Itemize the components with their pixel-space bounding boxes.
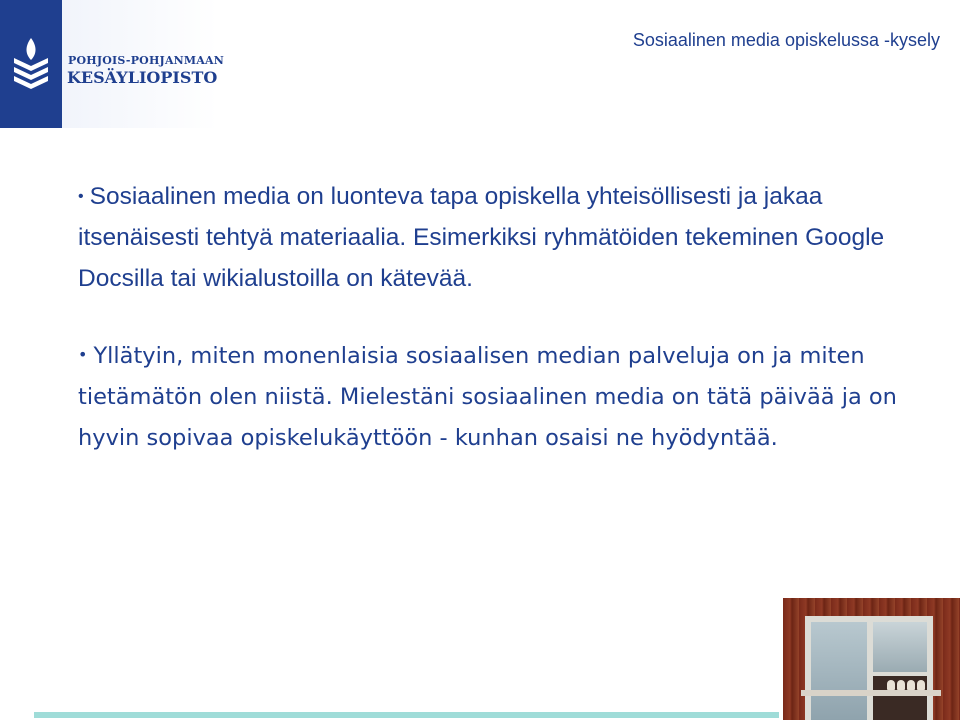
stacked-leaves-logo-icon <box>8 36 54 92</box>
bullet-text-1: Sosiaalinen media on luonteva tapa opiskella yhteisöllisesti ja jakaa itsenäisesti tehtyä materiaalia. Esimerkiksi ryhmätöiden tekeminen Google Docsilla tai wikialustoilla on kätevää. <box>78 183 885 292</box>
window-pane <box>811 622 867 720</box>
small-figure <box>897 680 905 690</box>
small-figure <box>907 680 915 690</box>
logo-text-line1: POHJOIS-POHJANMAAN <box>68 54 225 67</box>
small-figure <box>917 680 925 690</box>
page-title: Sosiaalinen media opiskelussa -kysely <box>632 30 940 50</box>
bullet-text-2: Yllätyin, miten monenlaisia sosiaalisen median palveluja on ja miten tietämätön olen niistä. Mielestäni sosiaalinen media on tätä päivää ja on hyvin sopivaa opiskelukäyttöön - kunhan osaisi ne hyödyntää. <box>78 343 897 451</box>
logo <box>0 0 225 128</box>
logo-text-line2: KESÄYLIOPISTO <box>67 68 218 87</box>
bottom-accent-bar <box>34 712 779 718</box>
bullet-paragraph-1 <box>78 176 938 299</box>
window-frame <box>805 616 933 720</box>
bullet-paragraph-2 <box>78 334 938 459</box>
window-sill <box>801 690 941 696</box>
bullet-dot-icon: • <box>78 345 88 364</box>
small-figure <box>887 680 895 690</box>
window-pane <box>873 622 927 672</box>
bullet-dot-icon: • <box>78 188 84 205</box>
window-photo <box>783 598 960 720</box>
logo-band <box>0 0 62 128</box>
